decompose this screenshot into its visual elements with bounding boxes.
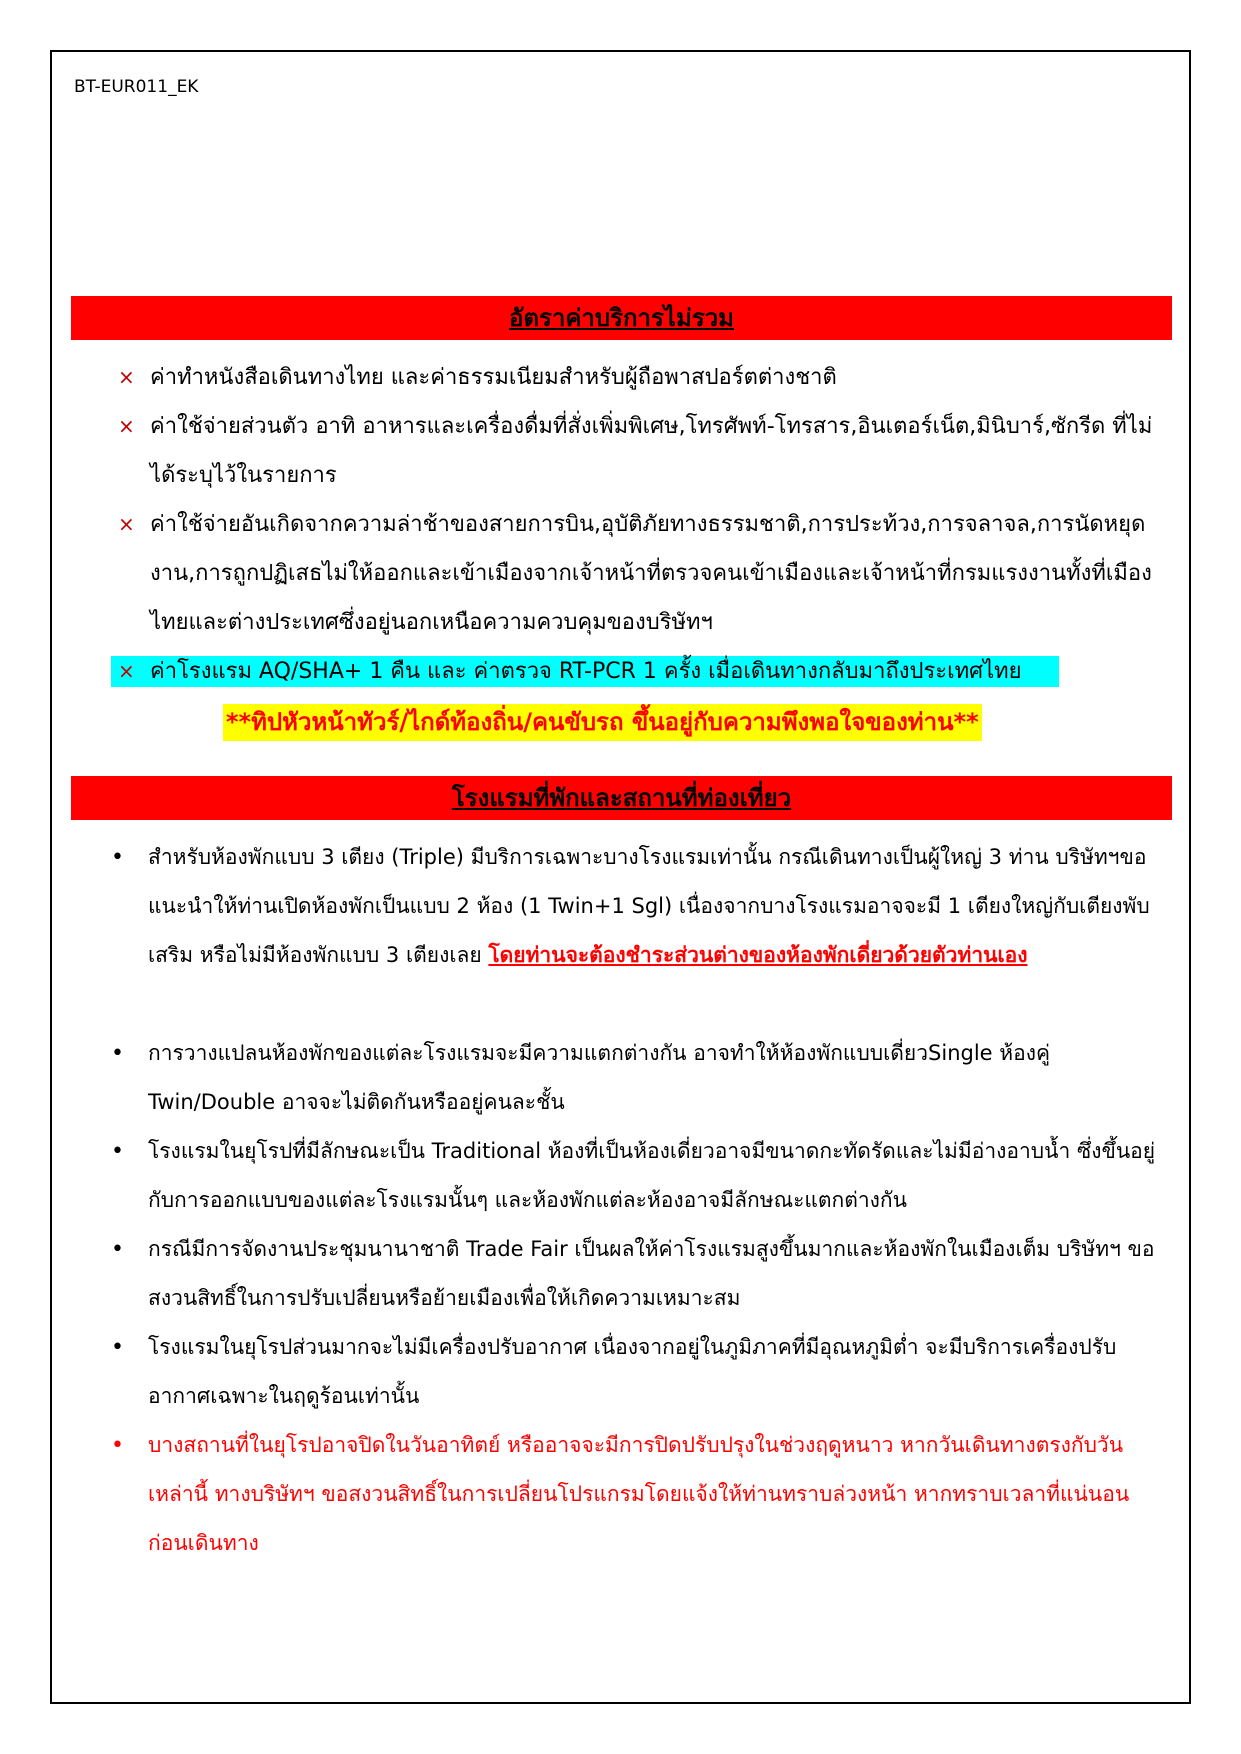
x-mark-icon: ×: [118, 659, 135, 683]
section-title-hotels: โรงแรมที่พักและสถานที่ท่องเที่ยว: [71, 776, 1172, 820]
hotel-note-item: การวางแปลนห้องพักของแต่ละโรงแรมจะมีความแตกต่างกัน อาจทำให้ห้องพักแบบเดี่ยวSingle ห้องคู่ Twin/Double อาจจะไม่ติดกันหรืออยู่คนละชั้น: [148, 1041, 1051, 1114]
bullet-icon: •: [111, 1335, 124, 1360]
bullet-icon: •: [111, 1433, 124, 1458]
bullet-icon: •: [111, 845, 124, 870]
hotel-note-item: โรงแรมในยุโรปที่มีลักษณะเป็น Traditional ห้องที่เป็นห้องเดี่ยวอาจมีขนาดกะทัดรัดและไม่มีอ่างอาบน้ำ ซึ่งขึ้นอยู่กับการออกแบบของแต่ละโรงแรมนั้นๆ และห้องพักแต่ละห้องอาจมีลักษณะแตกต่างกัน: [148, 1139, 1156, 1212]
hotel-note-item: กรณีมีการจัดงานประชุมนานาชาติ Trade Fair เป็นผลให้ค่าโรงแรมสูงขึ้นมากและห้องพักในเมืองเต็ม บริษัทฯ ขอสงวนสิทธิ์ในการปรับเปลี่ยนหรือย้ายเมืองเพื่อให้เกิดความเหมาะสม: [148, 1237, 1155, 1310]
hotel-note-item: [148, 833, 1168, 980]
hotel-note-emphasis: โดยท่านจะต้องชำระส่วนต่างของห้องพักเดี่ยวด้วยตัวท่านเอง: [488, 943, 1028, 967]
hotel-note-item-warning: บางสถานที่ในยุโรปอาจปิดในวันอาทิตย์ หรืออาจจะมีการปิดปรับปรุงในช่วงฤดูหนาว หากวันเดินทางตรงกับวันเหล่านี้ ทางบริษัทฯ ขอสงวนสิทธิ์ในการเปลี่ยนโปรแกรมโดยแจ้งให้ท่านทราบล่วงหน้า หากทราบเวลาที่แน่นอนก่อนเดินทาง: [148, 1433, 1130, 1555]
excluded-item: ค่าทำหนังสือเดินทางไทย และค่าธรรมเนียมสำหรับผู้ถือพาสปอร์ตต่างชาติ: [150, 365, 837, 390]
hotel-note-text: สำหรับห้องพักแบบ 3 เตียง (Triple) มีบริการเฉพาะบางโรงแรมเท่านั้น กรณีเดินทางเป็นผู้ใหญ่ 3 ท่าน บริษัทฯขอแนะนำให้ท่านเปิดห้องพักเป็นแบบ 2 ห้อง (1 Twin+1 Sgl) เนื่องจากบางโรงแรมอาจจะมี 1 เตียงใหญ่กับเตียงพับเสริม หรือไม่มีห้องพักแบบ 3 เตียงเลย: [148, 845, 1150, 967]
bullet-icon: •: [111, 1041, 124, 1066]
document-code: BT-EUR011_EK: [74, 77, 199, 97]
bullet-icon: •: [111, 1139, 124, 1164]
hotel-note-item: โรงแรมในยุโรปส่วนมากจะไม่มีเครื่องปรับอากาศ เนื่องจากอยู่ในภูมิภาคที่มีอุณหภูมิต่ำ จะมีบริการเครื่องปรับอากาศเฉพาะในฤดูร้อนเท่านั้น: [148, 1335, 1117, 1408]
tip-notice: **ทิปหัวหน้าทัวร์/ไกด์ท้องถิ่น/คนขับรถ ขึ้นอยู่กับความพึงพอใจของท่าน**: [223, 704, 982, 741]
x-mark-icon: ×: [118, 414, 135, 438]
bullet-icon: •: [111, 1237, 124, 1262]
section-title-not-included: อัตราค่าบริการไม่รวม: [71, 296, 1172, 340]
x-mark-icon: ×: [118, 512, 135, 536]
excluded-item-highlighted: ค่าโรงแรม AQ/SHA+ 1 คืน และ ค่าตรวจ RT-PCR 1 ครั้ง เมื่อเดินทางกลับมาถึงประเทศไทย: [150, 659, 1022, 684]
excluded-item: ค่าใช้จ่ายอันเกิดจากความล่าช้าของสายการบิน,อุบัติภัยทางธรรมชาติ,การประท้วง,การจลาจล,การนัดหยุดงาน,การถูกปฏิเสธไม่ให้ออกและเข้าเมืองจากเจ้าหน้าที่ตรวจคนเข้าเมืองและเจ้าหน้าที่กรมแรงงานทั้งที่เมืองไทยและต่างประเทศซึ่งอยู่นอกเหนือความควบคุมของบริษัทฯ: [150, 512, 1152, 635]
excluded-item: ค่าใช้จ่ายส่วนตัว อาทิ อาหารและเครื่องดื่มที่สั่งเพิ่มพิเศษ,โทรศัพท์-โทรสาร,อินเตอร์เน็ต,มินิบาร์,ซักรีด ที่ไม่ได้ระบุไว้ในรายการ: [150, 414, 1153, 488]
x-mark-icon: ×: [118, 365, 135, 389]
